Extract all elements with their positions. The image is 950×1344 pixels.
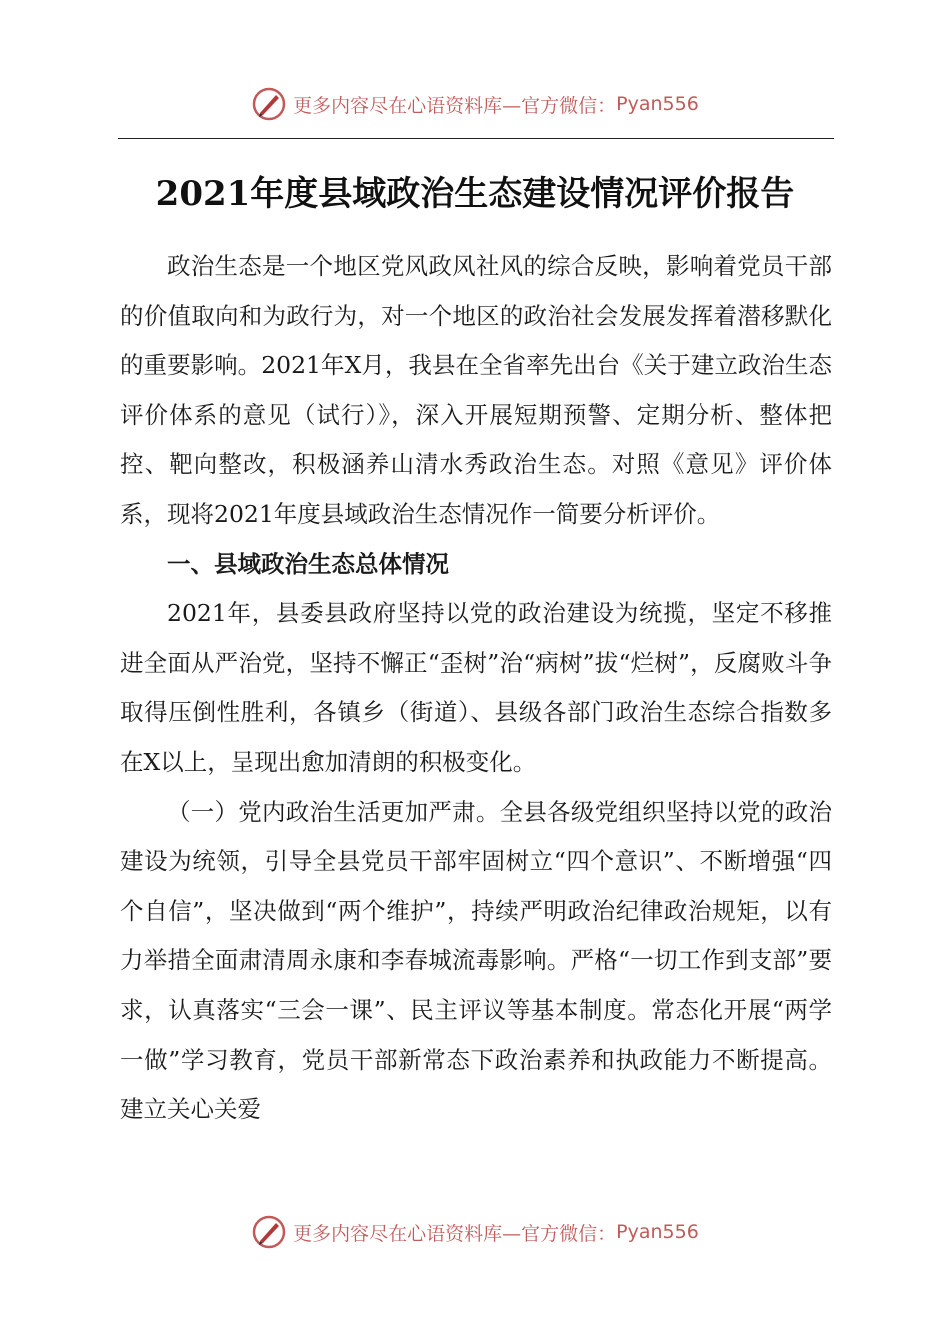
document-title: 2021年度县域政治生态建设情况评价报告 (155, 174, 795, 214)
overview-paragraph: 2021年，县委县政府坚持以党的政治建设为统揽，坚定不移推进全面从严治党，坚持不懈正“歪树”治“病树”拔“烂树”，反腐败斗争取得压倒性胜利，各镇乡（街道）、县级各部门政治生态综合指数多在X以上，呈现出愈加清朗的积极变化。 (120, 599, 832, 776)
header-rule (118, 138, 834, 139)
watermark-text: 更多内容尽在心语资料库—官方微信： (293, 94, 617, 117)
pen-logo-icon (251, 1214, 287, 1250)
intro-paragraph: 政治生态是一个地区党风政风社风的综合反映，影响着党员干部的价值取向和为政行为，对一个地区的政治社会发展发挥着潜移默化的重要影响。2021年X月，我县在全省率先出台《关于建立政治生态评价体系的意见（试行）》，深入开展短期预警、定期分析、整体把控、靶向整改，积极涵养山清水秀政治生态。对照《意见》评价体系，现将2021年度县域政治生态情况作一简要分析评价。 (120, 252, 832, 528)
pen-logo-icon (251, 86, 287, 122)
watermark-text: 更多内容尽在心语资料库—官方微信： (293, 1222, 617, 1245)
watermark-header (0, 84, 950, 124)
section-heading: 一、县域政治生态总体情况 (167, 549, 449, 578)
document-body (120, 242, 832, 1135)
watermark-id: Pyan556 (616, 93, 699, 115)
watermark-id: Pyan556 (616, 1221, 699, 1243)
watermark-footer (0, 1212, 950, 1252)
subsection-paragraph: （一）党内政治生活更加严肃。全县各级党组织坚持以党的政治建设为统领，引导全县党员干部牢固树立“四个意识”、不断增强“四个自信”，坚决做到“两个维护”，持续严明政治纪律政治规矩，以有力举措全面肃清周永康和李春城流毒影响。严格“一切工作到支部”要求，认真落实“三会一课”、民主评议等基本制度。常态化开展“两学一做”学习教育，党员干部新常态下政治素养和执政能力不断提高。建立关心关爱 (120, 797, 832, 1124)
